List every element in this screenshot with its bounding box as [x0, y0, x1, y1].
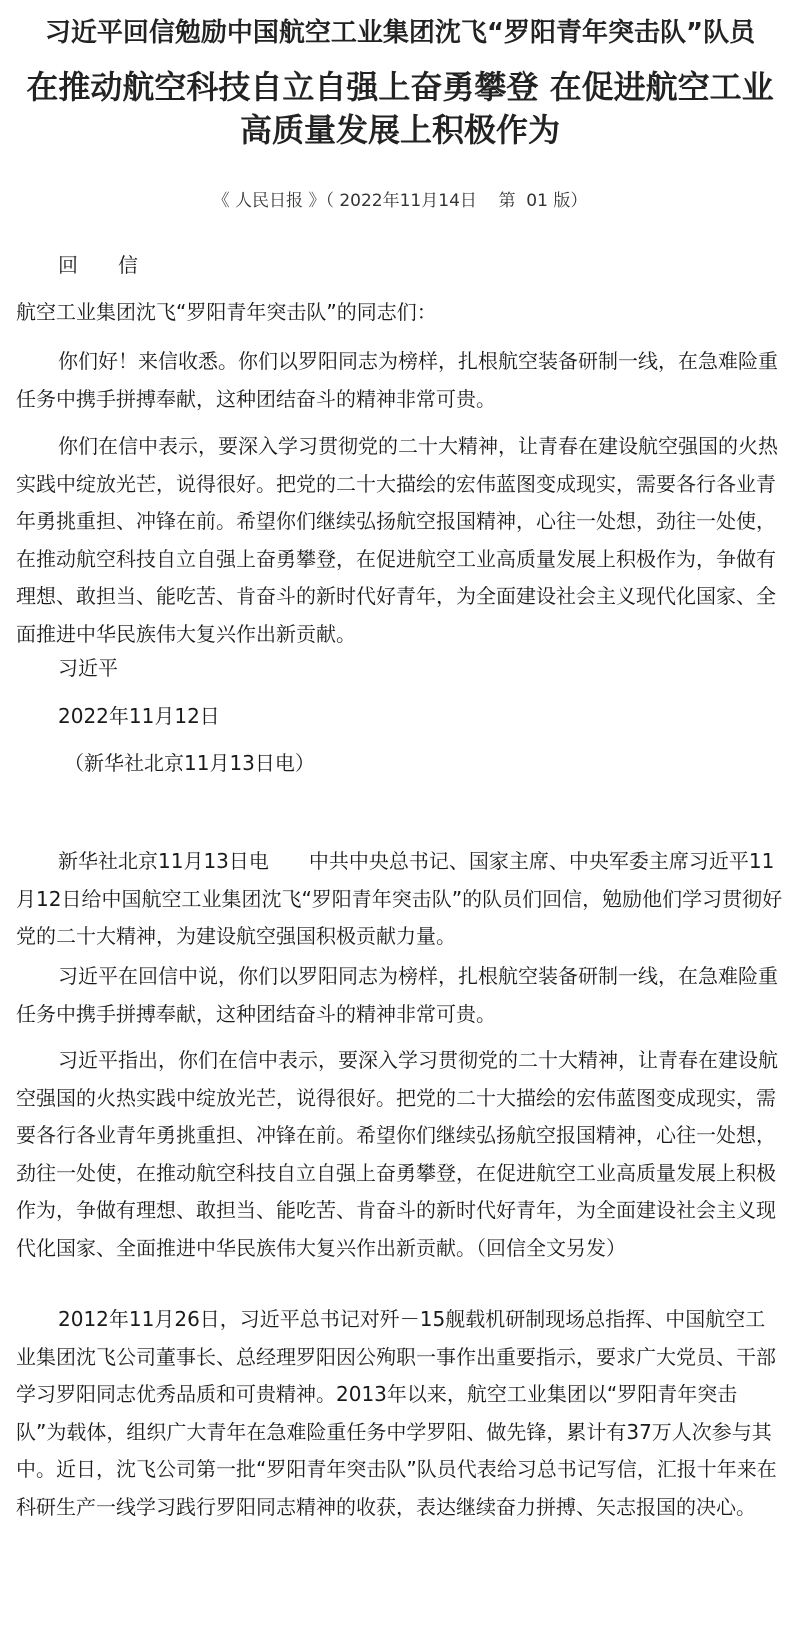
- article-title: 在推动航空科技自立自强上奋勇攀登 在促进航空工业高质量发展上积极作为: [26, 68, 774, 149]
- letter-paragraph: 你们在信中表示，要深入学习贯彻党的二十大精神，让青春在建设航空强国的火热实践中绽放光芒，说得很好。把党的二十大描绘的宏伟蓝图变成现实，需要各行各业青年勇挑重担、冲锋在前。希望你们继续弘扬航空报国精神，心往一处想，劲往一处使，在推动航空科技自立自强上奋勇攀登，在促进航空工业高质量发展上积极作为，争做有理想、敢担当、能吃苦、肯奋斗的新时代好青年，为全面建设社会主义现代化国家、全面推进中华民族伟大复兴作出新贡献。: [16, 434, 778, 646]
- letter-date: 2022年11月12日: [58, 704, 220, 728]
- news-paragraph: 新华社北京11月13日电 中共中央总书记、国家主席、中央军委主席习近平11月12日给中国航空工业集团沈飞“罗阳青年突击队”的队员们回信，勉励他们学习贯彻好党的二十大精神，为建设航空强国积极贡献力量。: [16, 849, 783, 948]
- news-paragraph: 习近平在回信中说，你们以罗阳同志为榜样，扎根航空装备研制一线，在急难险重任务中携手拼搏奉献，这种团结奋斗的精神非常可贵。: [16, 964, 778, 1026]
- article-kicker: 习近平回信勉励中国航空工业集团沈飞“罗阳青年突击队”队员: [44, 18, 756, 48]
- article-source: 《 人民日报 》（ 2022年11月14日 第 01 版）: [212, 191, 588, 211]
- news-paragraph: 习近平指出，你们在信中表示，要深入学习贯彻党的二十大精神，让青春在建设航空强国的火热实践中绽放光芒，说得很好。把党的二十大描绘的宏伟蓝图变成现实，需要各行各业青年勇挑重担、冲锋在前。希望你们继续弘扬航空报国精神，心往一处想，劲往一处使，在推动航空科技自立自强上奋勇攀登，在促进航空工业高质量发展上积极作为，争做有理想、敢担当、能吃苦、肯奋斗的新时代好青年，为全面建设社会主义现代化国家、全面推进中华民族伟大复兴作出新贡献。（回信全文另发）: [16, 1048, 778, 1260]
- letter-paragraph: 你们好！来信收悉。你们以罗阳同志为榜样，扎根航空装备研制一线，在急难险重任务中携手拼搏奉献，这种团结奋斗的精神非常可贵。: [16, 349, 778, 411]
- letter-dateline: （新华社北京11月13日电）: [64, 751, 315, 775]
- news-paragraph: 2012年11月26日，习近平总书记对歼－15舰载机研制现场总指挥、中国航空工业集团沈飞公司董事长、总经理罗阳因公殉职一事作出重要指示，要求广大党员、干部学习罗阳同志优秀品质和可贵精神。2013年以来，航空工业集团以“罗阳青年突击队”为载体，组织广大青年在急难险重任务中学罗阳、做先锋，累计有37万人次参与其中。近日，沈飞公司第一批“罗阳青年突击队”队员代表给习总书记写信，汇报十年来在科研生产一线学习践行罗阳同志精神的收获，表达继续奋力拼搏、矢志报国的决心。: [16, 1307, 777, 1519]
- letter-salutation: 航空工业集团沈飞“罗阳青年突击队”的同志们：: [16, 300, 437, 324]
- letter-signature: 习近平: [58, 656, 118, 680]
- letter-heading: 回 信: [58, 253, 138, 277]
